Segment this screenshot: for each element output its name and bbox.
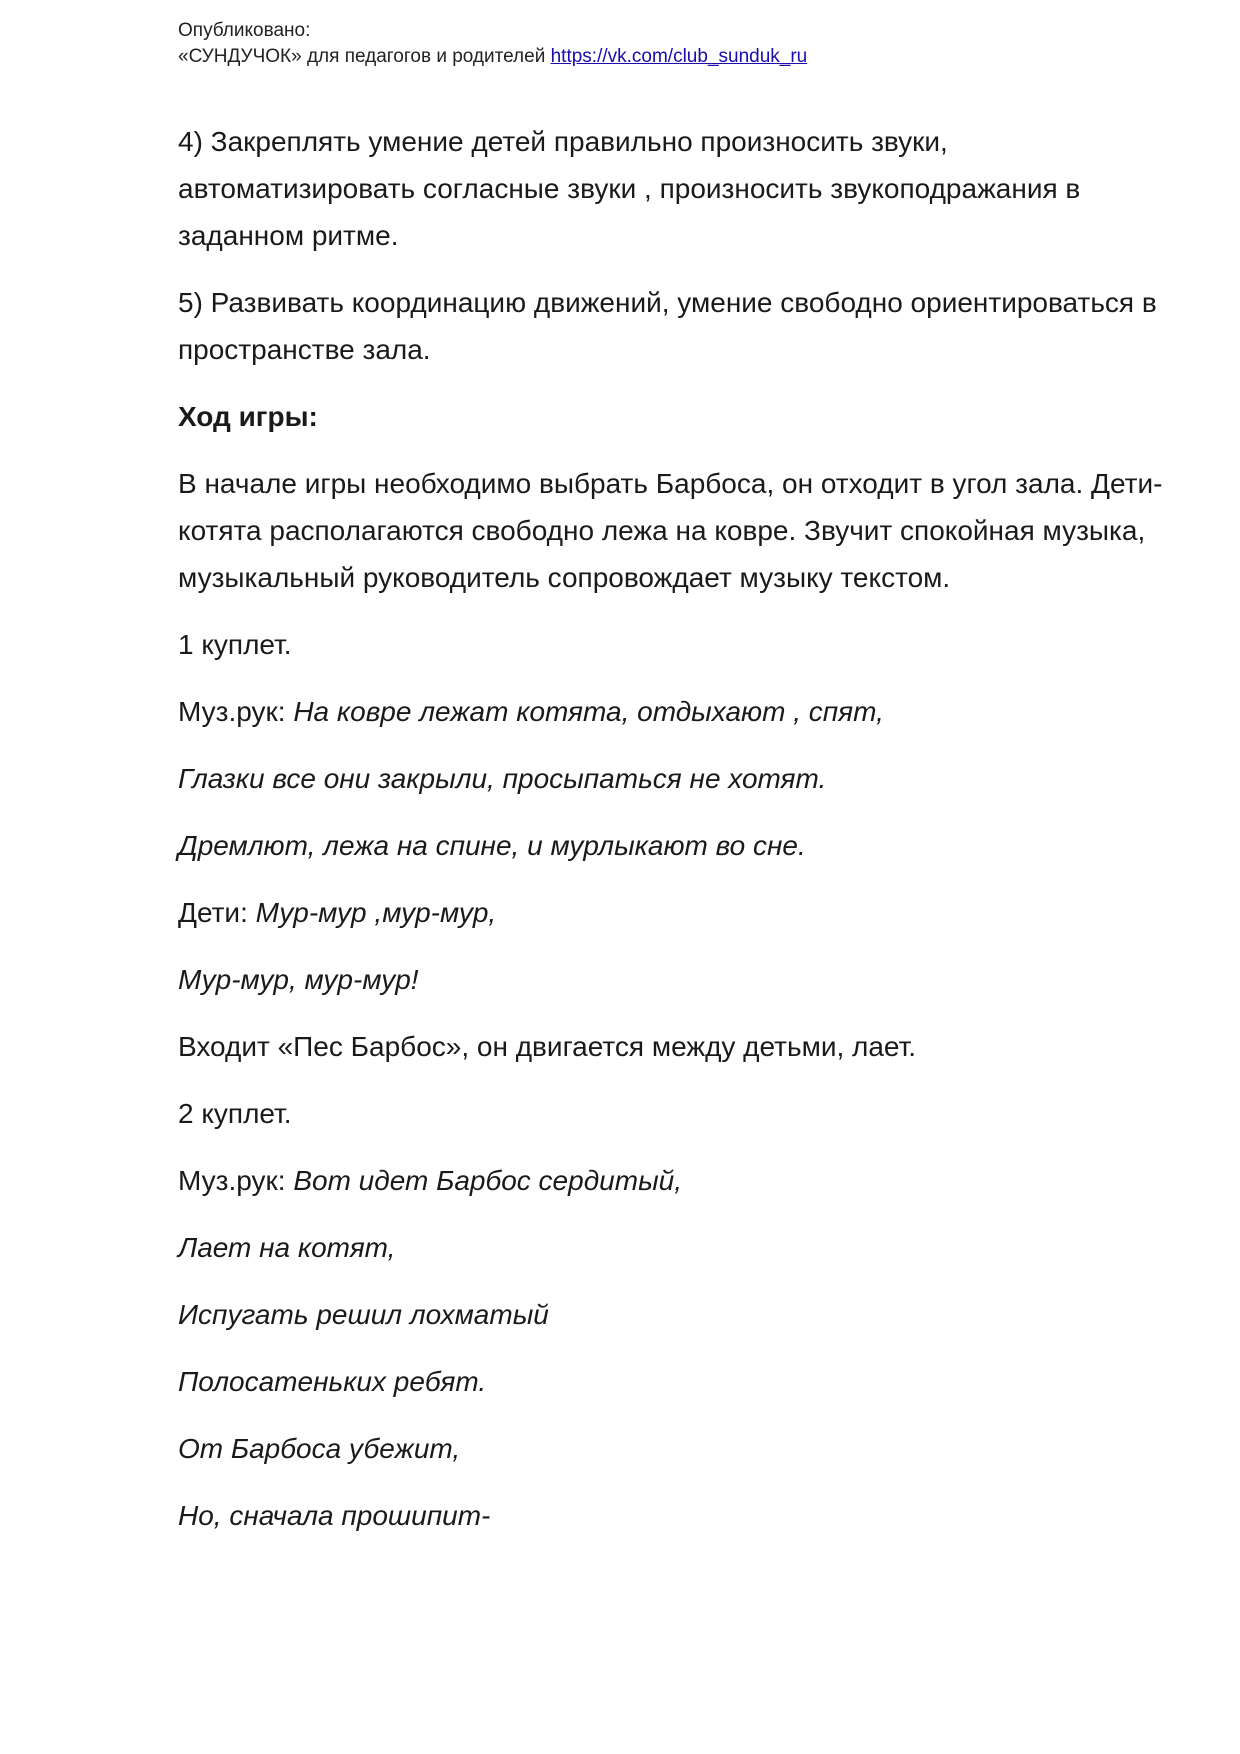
lyric-text: Мур-мур ,мур-мур,	[255, 897, 497, 928]
verse2-line4: Полосатеньких ребят.	[178, 1366, 487, 1397]
goal-item-5: 5) Развивать координацию движений, умение свободно ориентироваться в пространстве зала.	[178, 287, 1157, 365]
verse1-line2: Глазки все они закрыли, просыпаться не хотят.	[178, 763, 827, 794]
verse2-line2: Лает на котят,	[178, 1232, 396, 1263]
speaker-label: Дети:	[178, 897, 248, 928]
verse1-line1	[178, 688, 1178, 735]
verse1-line4	[178, 889, 1178, 936]
publisher-line	[178, 44, 807, 70]
verse2-line3: Испугать решил лохматый	[178, 1299, 549, 1330]
game-intro: В начале игры необходимо выбрать Барбоса, он отходит в угол зала. Дети- котята располагаются свободно лежа на ковре. Звучит спокойная музыка, музыкальный руководитель сопровождает музыку текстом.	[178, 468, 1163, 593]
verse1-line5: Мур-мур, мур-мур!	[178, 964, 419, 995]
verse2-line1	[178, 1157, 1178, 1204]
verse2-label: 2 куплет.	[178, 1098, 292, 1129]
publisher-name: «СУНДУЧОК» для педагогов и родителей	[178, 46, 546, 67]
goal-item-4: 4) Закреплять умение детей правильно произносить звуки, автоматизировать согласные звуки , произносить звукоподражания в заданном ритме.	[178, 126, 1081, 251]
document-body	[178, 118, 1178, 1559]
transition-text: Входит «Пес Барбос», он двигается между детьми, лает.	[178, 1031, 917, 1062]
speaker-label: Муз.рук:	[178, 696, 286, 727]
publisher-link[interactable]: https://vk.com/club_sunduk_ru	[550, 46, 808, 67]
verse1-label: 1 куплет.	[178, 629, 292, 660]
lyric-text: Вот идет Барбос сердитый,	[293, 1165, 683, 1196]
lyric-text: На ковре лежат котята, отдыхают , спят,	[293, 696, 884, 727]
verse2-line6: Но, сначала прошипит-	[178, 1500, 491, 1531]
published-label: Опубликовано:	[178, 20, 311, 41]
published-header	[178, 18, 807, 70]
speaker-label: Муз.рук:	[178, 1165, 286, 1196]
verse1-line3: Дремлют, лежа на спине, и мурлыкают во сне.	[178, 830, 806, 861]
section-heading: Ход игры:	[178, 401, 318, 432]
verse2-line5: От Барбоса убежит,	[178, 1433, 461, 1464]
